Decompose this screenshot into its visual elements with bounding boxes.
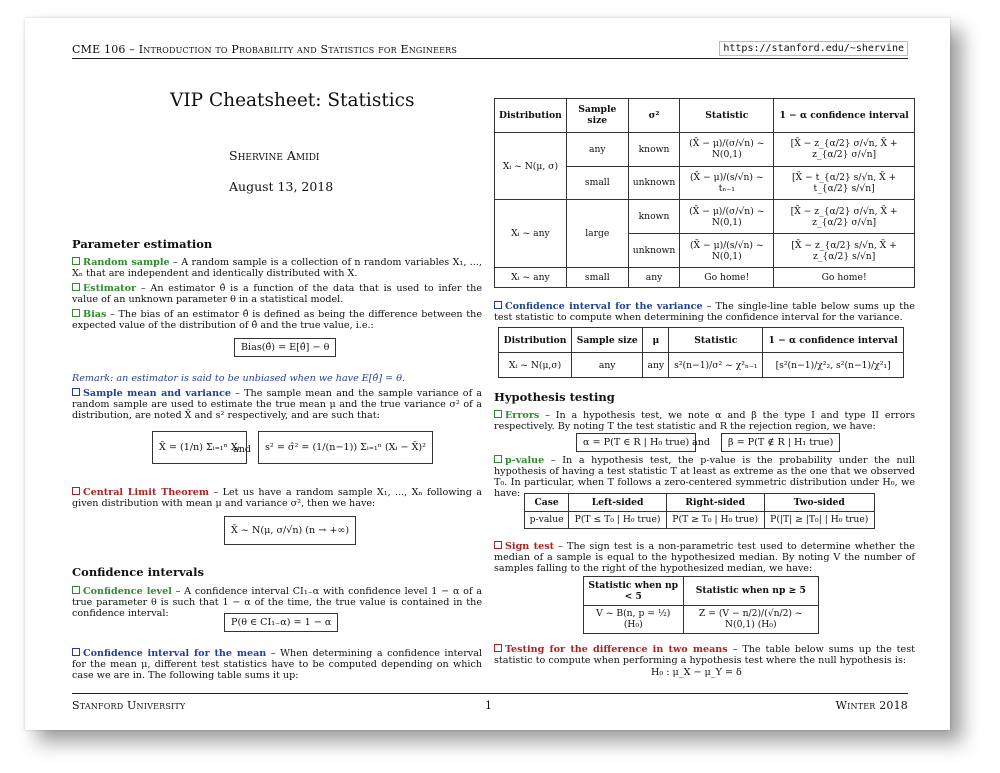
para-estimator: Estimator – An estimator θ̂ is a function of the data that is used to infer the value of an unknown parameter θ in a statistical model. — [72, 283, 482, 305]
cell: unknown — [628, 234, 680, 268]
bullet-square-icon — [72, 257, 80, 265]
cell: Xᵢ ~ N(μ,σ) — [499, 353, 572, 378]
cell: any — [643, 353, 669, 378]
footer-university: Stanford University — [72, 699, 186, 712]
cell: P(|T| ≥ |T₀| | H₀ true) — [764, 511, 874, 529]
bullet-square-icon — [72, 487, 80, 495]
formula-bias: Bias(θ̂) = E[θ̂] − θ — [234, 338, 336, 357]
table-ci-variance — [498, 327, 904, 378]
th-distribution: Distribution — [499, 328, 572, 353]
section-hypothesis-testing: Hypothesis testing — [494, 390, 615, 404]
para-clt: Central Limit Theorem – Let us have a random sample X₁, ..., Xₙ following a given distribution with mean μ and variance σ², then we have: — [72, 487, 482, 509]
para-ci-variance: Confidence interval for the variance – The single-line table below sums up the test statistic to compute when determining the confidence interval for the variance. — [494, 301, 915, 323]
th-statistic: Statistic — [669, 328, 763, 353]
cell: V ~ B(n, p = ½) (H₀) — [584, 605, 684, 634]
th-distribution: Distribution — [495, 99, 567, 133]
para-pvalue: p-value – In a hypothesis test, the p-value is the probability under the null hypothesis of having a test statistic T at least as extreme as the one that we observed T₀. In particular, when T follows a zero-centered symmetric distribution under H₀, we have: — [494, 455, 915, 499]
url-link[interactable]: https://stanford.edu/~shervine — [719, 41, 908, 56]
term-errors: Errors — [494, 410, 539, 421]
cell: (X̄ − μ)/(σ/√n) ~ N(0,1) — [680, 200, 774, 234]
cell: [X̄ − z_{α/2} σ/√n, X̄ + z_{α/2} σ/√n] — [774, 132, 915, 166]
th-sample-size: Sample size — [566, 99, 628, 133]
cell-dist-any: Xᵢ ~ any — [495, 267, 567, 287]
formula-sample-variance: s² = σ̂² = (1/(n−1)) Σᵢ₌₁ⁿ (Xᵢ − X̄)² — [258, 431, 433, 464]
para-bias: Bias – The bias of an estimator θ̂ is defined as being the difference between the expected value of the distribution of θ̂ and the true value, i.e.: — [72, 309, 482, 331]
cell: (X̄ − μ)/(s/√n) ~ N(0,1) — [680, 234, 774, 268]
formula-sample-mean: X̄ = (1/n) Σᵢ₌₁ⁿ Xᵢ — [152, 431, 247, 464]
para-ci-mean: Confidence interval for the mean – When determining a confidence interval for the mean μ, different test statistics have to be computed depending on which case we are in. The following table sums it up: — [72, 648, 482, 681]
para-sign-test: Sign test – The sign test is a non-parametric test used to determine whether the median of a sample is equal to the hypothesized median. By noting V the number of samples falling to the right of the hypothesized median, we have: — [494, 541, 915, 574]
bullet-square-icon — [72, 309, 80, 317]
para-random-sample: Random sample – A random sample is a collection of n random variables X₁, ..., Xₙ that are independent and identically distributed with X. — [72, 257, 482, 279]
term-sample-mean: Sample mean and variance — [72, 388, 231, 399]
section-parameter-estimation: Parameter estimation — [72, 237, 213, 251]
course-header: CME 106 – Introduction to Probability and Statistics for Engineers — [72, 43, 458, 56]
cell: Z = (V − n/2)/(√n/2) ~ N(0,1) (H₀) — [683, 605, 818, 634]
and-label: and — [233, 444, 252, 455]
footer-term: Winter 2018 — [835, 699, 908, 712]
formula-beta: β = P(T ∉ R | H₁ true) — [721, 433, 840, 452]
bullet-square-icon — [72, 388, 80, 396]
term-confidence-level: Confidence level — [72, 586, 172, 597]
para-sample-mean: Sample mean and variance – The sample mean and the sample variance of a random sample are used to estimate the true mean μ and the true variance σ² of a distribution, are noted X̄ and s² respectively, and are such that: — [72, 388, 482, 421]
th-right-sided: Right-sided — [666, 494, 764, 512]
date: August 13, 2018 — [229, 179, 334, 194]
document-page — [25, 18, 950, 730]
cell: [X̄ − z_{α/2} σ/√n, X̄ + z_{α/2} σ/√n] — [774, 200, 915, 234]
cell: [s²(n−1)/χ²₂, s²(n−1)/χ²₁] — [763, 353, 904, 378]
bullet-square-icon — [494, 455, 502, 463]
term-bias: Bias — [72, 309, 106, 320]
cell: small — [566, 267, 628, 287]
th-mu: μ — [643, 328, 669, 353]
bullet-square-icon — [494, 410, 502, 418]
th-large-np: Statistic when np ≥ 5 — [683, 577, 818, 606]
term-estimator: Estimator — [72, 283, 136, 294]
term-random-sample: Random sample — [72, 257, 170, 268]
bullet-square-icon — [72, 648, 80, 656]
cell: small — [566, 166, 628, 200]
th-sample-size: Sample size — [572, 328, 643, 353]
th-small-np: Statistic when np < 5 — [584, 577, 684, 606]
cell: known — [628, 200, 680, 234]
th-confidence-interval: 1 − α confidence interval — [774, 99, 915, 133]
cell: p-value — [525, 511, 569, 529]
bullet-square-icon — [494, 644, 502, 652]
table-ci-mean — [494, 98, 915, 288]
document-title: VIP Cheatsheet: Statistics — [170, 90, 415, 111]
cell: P(T ≤ T₀ | H₀ true) — [569, 511, 667, 529]
cell: any — [572, 353, 643, 378]
author: Shervine Amidi — [229, 148, 320, 163]
cell-dist-any: Xᵢ ~ any — [495, 200, 567, 268]
term-ci-variance: Confidence interval for the variance — [494, 301, 703, 312]
table-pvalue — [524, 493, 875, 529]
term-ci-mean: Confidence interval for the mean — [72, 648, 266, 659]
formula-alpha: α = P(T ∈ R | H₀ true) — [576, 433, 696, 452]
cell: large — [566, 200, 628, 268]
cell: Go home! — [680, 267, 774, 287]
term-pvalue: p-value — [494, 455, 544, 466]
term-difference-means: Testing for the difference in two means — [494, 644, 728, 655]
term-clt: Central Limit Theorem — [72, 487, 209, 498]
cell: s²(n−1)/σ² ~ χ²ₙ₋₁ — [669, 353, 763, 378]
table-sign-test — [583, 576, 819, 634]
th-confidence-interval: 1 − α confidence interval — [763, 328, 904, 353]
footer-page-number: 1 — [485, 699, 493, 712]
cell: Go home! — [774, 267, 915, 287]
th-statistic: Statistic — [680, 99, 774, 133]
remark-unbiased: Remark: an estimator is said to be unbiased when we have E[θ̂] = θ. — [72, 373, 406, 384]
cell: known — [628, 132, 680, 166]
th-variance: σ² — [628, 99, 680, 133]
cell: P(T ≥ T₀ | H₀ true) — [666, 511, 764, 529]
th-left-sided: Left-sided — [569, 494, 667, 512]
para-errors: Errors – In a hypothesis test, we note α and β the type I and type II errors respectively. By noting T the test statistic and R the rejection region, we have: — [494, 410, 915, 432]
section-confidence-intervals: Confidence intervals — [72, 565, 204, 579]
bullet-square-icon — [72, 283, 80, 291]
term-sign-test: Sign test — [494, 541, 554, 552]
th-case: Case — [525, 494, 569, 512]
cell: [X̄ − z_{α/2} s/√n, X̄ + z_{α/2} s/√n] — [774, 234, 915, 268]
cell-dist-normal: Xᵢ ~ N(μ, σ) — [495, 132, 567, 200]
and-label: and — [692, 437, 711, 448]
cell: any — [628, 267, 680, 287]
header-rule — [72, 58, 908, 59]
cell: (X̄ − μ)/(σ/√n) ~ N(0,1) — [680, 132, 774, 166]
cell: (X̄ − μ)/(s/√n) ~ tₙ₋₁ — [680, 166, 774, 200]
formula-null-hypothesis: H₀ : μ_X − μ_Y = δ — [651, 667, 742, 678]
bullet-square-icon — [494, 301, 502, 309]
cell: unknown — [628, 166, 680, 200]
bullet-square-icon — [72, 586, 80, 594]
th-two-sided: Two-sided — [764, 494, 874, 512]
formula-clt: X̄ ~ N(μ, σ/√n) (n → +∞) — [224, 516, 356, 545]
para-confidence-level: Confidence level – A confidence interval CI₁₋α with confidence level 1 − α of a true parameter θ is such that 1 − α of the time, the true value is contained in the confidence interval: — [72, 586, 482, 619]
bullet-square-icon — [494, 541, 502, 549]
cell: any — [566, 132, 628, 166]
footer-rule — [72, 693, 908, 694]
cell: [X̄ − t_{α/2} s/√n, X̄ + t_{α/2} s/√n] — [774, 166, 915, 200]
para-difference-means: Testing for the difference in two means – The table below sums up the test statistic to compute when performing a hypothesis test where the null hypothesis is: — [494, 644, 915, 666]
formula-confidence-level: P(θ ∈ CI₁₋α) = 1 − α — [224, 613, 338, 632]
